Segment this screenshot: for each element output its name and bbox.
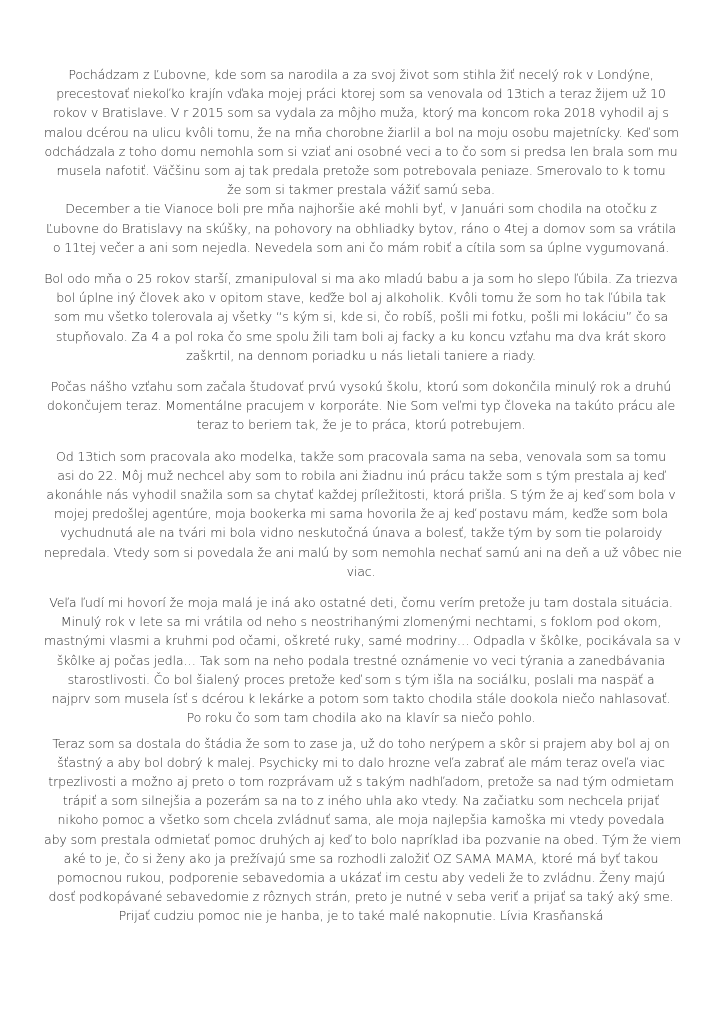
text-line: Ľubovne do Bratislavy na skúšky, na pohovory na obhliadky bytov, ráno o 4tej a domov som sa vrátila (45, 220, 676, 236)
text-line: viac. (346, 563, 376, 579)
text-line: starostlivosti. Čo bol šialený proces pretože keď som s tým išla na sociálku, poslali ma naspäť a (67, 671, 655, 687)
text-line: dosť podkopávané sebavedomie z rôznych strán, preto je nutné v seba veriť a prijať sa taký aký sme. (48, 889, 674, 905)
text-line: Od 13tich som pracovala ako modelka, takže som pracovala sama na seba, venovala som sa tomu (55, 448, 667, 464)
text-line: rokov v Bratislave. V r 2015 som sa vydala za môjho muža, ktorý ma koncom roka 2018 vyhodil aj s (53, 105, 669, 121)
text-line: nepredala. Vtedy som si povedala že ani malú by som nemohla nechať samú ani na deň a už vôbec nie (44, 544, 682, 560)
paragraph-2 (44, 269, 678, 365)
paragraph-4 (44, 447, 682, 581)
text-line: Po roku čo som tam chodila ako na klavír sa niečo pohlo. (186, 710, 536, 726)
text-line: musela nafotiť. Väčšinu som aj tak predala pretože som potrebovala peniaze. Smerovalo to k tomu (56, 163, 666, 179)
text-line: nikoho pomoc a všetko som chcela zvládnuť sama, ale moja najlepšia kamoška mi vtedy povedala (57, 812, 665, 828)
text-line: Veľa ľudí mi hovorí že moja malá je iná ako ostatné deti, čomu verím pretože ju tam dostala situácia. (49, 595, 673, 611)
text-line: precestovať niekoľko krajín vďaka mojej práci ktorej som sa venovala od 13tich a teraz žijem už 10 (56, 86, 666, 102)
text-line: pomocnou rukou, podporenie sebavedomia a ukázať im cestu aby vedeli že to zvládnu. Ženy majú (56, 869, 666, 885)
text-line: asi do 22. Môj muž nechcel aby som to robila ani žiadnu inú prácu takže som s tým prestala aj keď (57, 467, 665, 483)
text-line: Minulý rok v lete sa mi vrátila od neho s neostrihanými zlomenými nechtami, s foklom pod okom, (60, 614, 662, 630)
text-line: December a tie Vianoce boli pre mňa najhoršie aké mohli byť, v Januári som chodila na otočku z (65, 201, 657, 217)
text-line: trápiť a som silnejšia a pozerám sa na to z iného uhla ako vtedy. Na začiatku som nechcela prijať (62, 793, 660, 809)
text-line: akonáhle nás vyhodil snažila som sa chytať každej príležitosti, ktorá prišla. S tým že aj keď som bola v (46, 487, 676, 503)
text-line: mastnými vlasmi a kruhmi pod očami, oškreté ruky, samé modriny… Odpadla v škôlke, pocikávala sa v (44, 633, 681, 649)
text-line: že som si takmer prestala vážiť samú seba. (227, 182, 495, 198)
text-line: Prijať cudziu pomoc nie je hanba, je to také malé nakopnutie. Lívia Krasňanská (118, 908, 604, 924)
text-line: škôlke aj počas jedla… Tak som na neho podala trestné oznámenie vo veci týrania a zanedbávania (56, 652, 666, 668)
text-line: teraz to beriem tak, že je to práca, ktorú potrebujem. (196, 417, 526, 433)
text-line: zaškrtil, na dennom poriadku u nás lietali taniere a riady. (186, 347, 536, 363)
text-line: dokončujem teraz. Momentálne pracujem v korporáte. Nie Som veľmi typ človeka na takúto prácu ale (46, 398, 676, 414)
text-line: Počas nášho vzťahu som začala študovať prvú vysokú školu, ktorú som dokončila minulý rok a druhú (50, 379, 672, 395)
text-line: vychudnutá ale na tvári mi bola vidno neskutočná únava a bolesť, takže tým by som tie polaroidy (59, 525, 663, 541)
text-line: najprv som musela ísť s dcérou k lekárke a potom som takto chodila stále dookola niečo nahlasovať. (51, 691, 671, 707)
text-line: Pochádzam z Ľubovne, kde som sa narodila a za svoj život som stihla žiť necelý rok v Londýne, (68, 67, 654, 82)
text-line: trpezlivosti a možno aj preto o tom rozprávam už s takým nadhľadom, pretože sa nad tým odmietam (48, 773, 674, 789)
text-line: mojej predošlej agentúre, moja bookerka mi sama hovorila že aj keď postavu mám, keďže som bola (54, 506, 668, 522)
text-line: aké to je, čo si ženy ako ja prežívajú sme sa rozhodli založiť OZ SAMA MAMA, ktoré má byť takou (63, 850, 659, 866)
text-line: stupňovalo. Za 4 a pol roka čo sme spolu žili tam boli aj facky a ku koncu vzťahu ma dva krát skoro (55, 328, 667, 344)
paragraph-1 (44, 65, 678, 257)
paragraph-3 (44, 377, 678, 435)
text-line: odchádzala z toho domu nemohla som si vziať ani osobné veci a to čo som si predsa len brala som mu (44, 143, 678, 159)
document-body (44, 65, 682, 926)
text-line: Bol odo mňa o 25 rokov starší, zmanipuloval si ma ako mladú babu a ja som ho slepo ľúbila. Za triezva (44, 271, 678, 287)
paragraph-6 (44, 734, 682, 926)
text-line: bol úplne iný človek ako v opitom stave, keďže bol aj alkoholik. Kvôli tomu že som ho tak ľúbila tak (56, 290, 666, 306)
text-line: som mu všetko tolerovala aj všetky “s kým si, kde si, čo robíš, pošli mi fotku, pošli mi lokáciu” čo sa (53, 309, 669, 325)
text-line: Teraz som sa dostala do štádia že som to zase ja, už do toho nerýpem a skôr si prajem aby bol aj on (52, 735, 670, 751)
text-line: malou dcérou na ulicu kvôli tomu, že na mňa chorobne žiarlil a bol na moju osobu majetnícky. Keď som (44, 124, 679, 140)
text-line: o 11tej večer a ani som nejedla. Nevedela som ani čo mám robiť a cítila som sa úplne vygumovaná. (52, 239, 670, 255)
text-line: šťastný a aby bol dobrý k malej. Psychicky mi to dalo hrozne veľa zabrať ale mám teraz oveľa viac (57, 754, 665, 770)
text-line: aby som prestala odmietať pomoc druhých aj keď to bolo napríklad iba pozvanie na obed. Tým že viem (44, 831, 682, 847)
paragraph-5 (44, 593, 681, 727)
